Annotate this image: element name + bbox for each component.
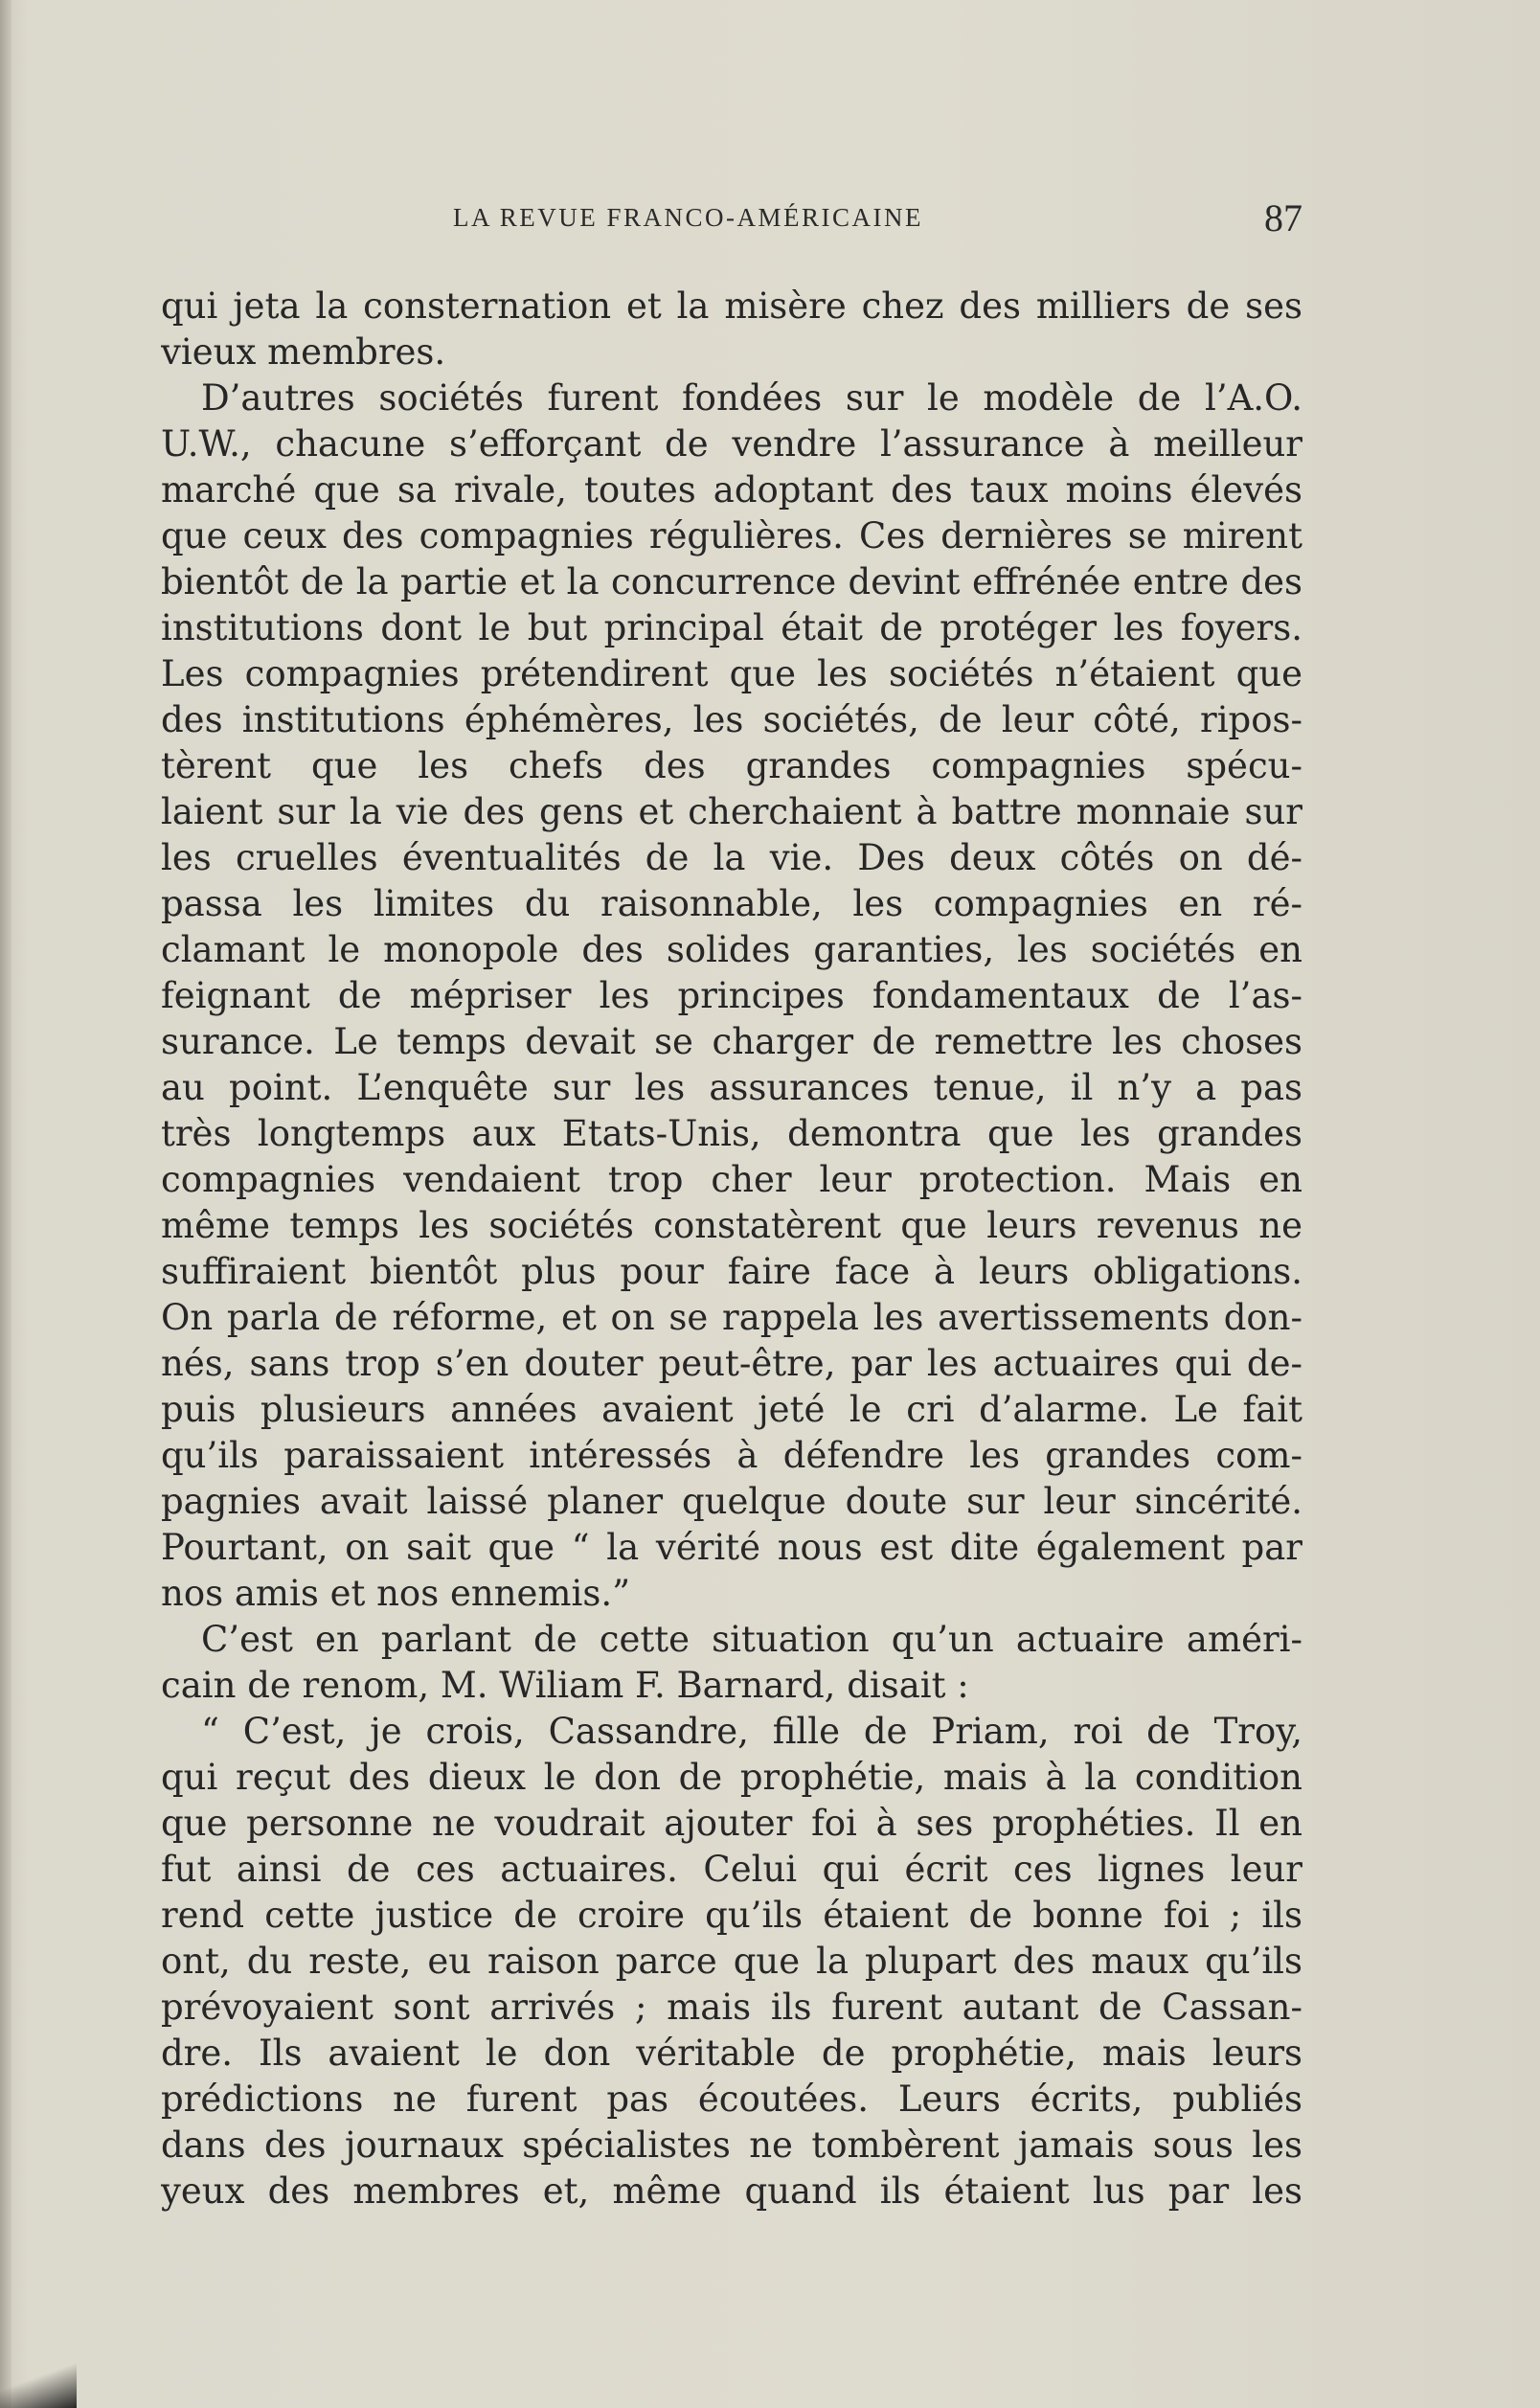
text-line: feignant de mépriser les principes fondamentaux de l’as- bbox=[161, 975, 1302, 1016]
text-line: même temps les sociétés constatèrent que leurs revenus ne bbox=[161, 1205, 1302, 1246]
page-header bbox=[161, 196, 1302, 239]
text-line: nés, sans trop s’en douter peut-être, par les actuaires qui de- bbox=[161, 1343, 1302, 1384]
text-line: institutions dont le but principal était de protéger les foyers. bbox=[161, 607, 1302, 648]
text-line: dre. Ils avaient le don véritable de prophétie, mais leurs bbox=[161, 2033, 1302, 2074]
text-line: puis plusieurs années avaient jeté le cri d’alarme. Le fait bbox=[161, 1389, 1302, 1430]
text-line: pagnies avait laissé planer quelque doute sur leur sincérité. bbox=[161, 1481, 1302, 1522]
text-line: Pourtant, on sait que “ la vérité nous est dite également par bbox=[161, 1527, 1302, 1568]
text-line: Les compagnies prétendirent que les sociétés n’étaient que bbox=[161, 653, 1302, 694]
text-line: fut ainsi de ces actuaires. Celui qui écrit ces lignes leur bbox=[161, 1849, 1302, 1890]
text-line: On parla de réforme, et on se rappela les avertissements don- bbox=[161, 1297, 1302, 1338]
text-line: très longtemps aux Etats-Unis, demontra que les grandes bbox=[161, 1113, 1302, 1154]
text-line: D’autres sociétés furent fondées sur le modèle de l’A.O. bbox=[201, 377, 1302, 419]
text-line: rend cette justice de croire qu’ils étaient de bonne foi ; ils bbox=[161, 1895, 1302, 1936]
text-line: yeux des membres et, même quand ils étaient lus par les bbox=[161, 2170, 1302, 2212]
corner-shadow bbox=[0, 2360, 77, 2408]
text-line: au point. L’enquête sur les assurances tenue, il n’y a pas bbox=[161, 1067, 1302, 1108]
text-line: que ceux des compagnies régulières. Ces dernières se mirent bbox=[161, 515, 1302, 557]
text-line: surance. Le temps devait se charger de remettre les choses bbox=[161, 1021, 1302, 1062]
text-line: que personne ne voudrait ajouter foi à ses prophéties. Il en bbox=[161, 1803, 1302, 1844]
page-number: 87 bbox=[1264, 196, 1302, 239]
text-line: prévoyaient sont arrivés ; mais ils furent autant de Cassan- bbox=[161, 1987, 1302, 2028]
text-line: passa les limites du raisonnable, les compagnies en ré- bbox=[161, 883, 1302, 924]
text-line: des institutions éphémères, les sociétés, de leur côté, ripos- bbox=[161, 699, 1302, 740]
text-line: cain de renom, M. Wiliam F. Barnard, disait : bbox=[161, 1665, 969, 1706]
text-line: “ C’est, je crois, Cassandre, fille de Priam, roi de Troy, bbox=[201, 1711, 1302, 1752]
page-gutter-edge bbox=[0, 0, 11, 2408]
text-line: compagnies vendaient trop cher leur protection. Mais en bbox=[161, 1159, 1302, 1200]
text-line: tèrent que les chefs des grandes compagnies spécu- bbox=[161, 745, 1302, 786]
text-line: suffiraient bientôt plus pour faire face à leurs obligations. bbox=[161, 1251, 1302, 1292]
text-line: marché que sa rivale, toutes adoptant des taux moins élevés bbox=[161, 469, 1302, 511]
text-line: nos amis et nos ennemis.” bbox=[161, 1573, 630, 1614]
text-line: C’est en parlant de cette situation qu’un actuaire améri- bbox=[201, 1619, 1302, 1660]
text-line: U.W., chacune s’efforçant de vendre l’assurance à meilleur bbox=[161, 423, 1302, 465]
text-line: les cruelles éventualités de la vie. Des deux côtés on dé- bbox=[161, 837, 1302, 878]
running-head: LA REVUE FRANCO-AMÉRICAINE bbox=[453, 203, 924, 232]
text-line: qui reçut des dieux le don de prophétie, mais à la condition bbox=[161, 1757, 1302, 1798]
text-line: prédictions ne furent pas écoutées. Leurs écrits, publiés bbox=[161, 2079, 1302, 2120]
text-line: dans des journaux spécialistes ne tombèrent jamais sous les bbox=[161, 2124, 1302, 2166]
body-text bbox=[161, 284, 1302, 2215]
text-line: clamant le monopole des solides garanties, les sociétés en bbox=[161, 929, 1302, 970]
text-line: qu’ils paraissaient intéressés à défendre les grandes com- bbox=[161, 1435, 1302, 1476]
text-line: ont, du reste, eu raison parce que la plupart des maux qu’ils bbox=[161, 1941, 1302, 1982]
text-line: qui jeta la consternation et la misère chez des milliers de ses bbox=[161, 285, 1302, 327]
text-line: bientôt de la partie et la concurrence devint effrénée entre des bbox=[161, 561, 1302, 602]
text-line: vieux membres. bbox=[161, 331, 446, 373]
text-line: laient sur la vie des gens et cherchaient à battre monnaie sur bbox=[161, 791, 1302, 832]
